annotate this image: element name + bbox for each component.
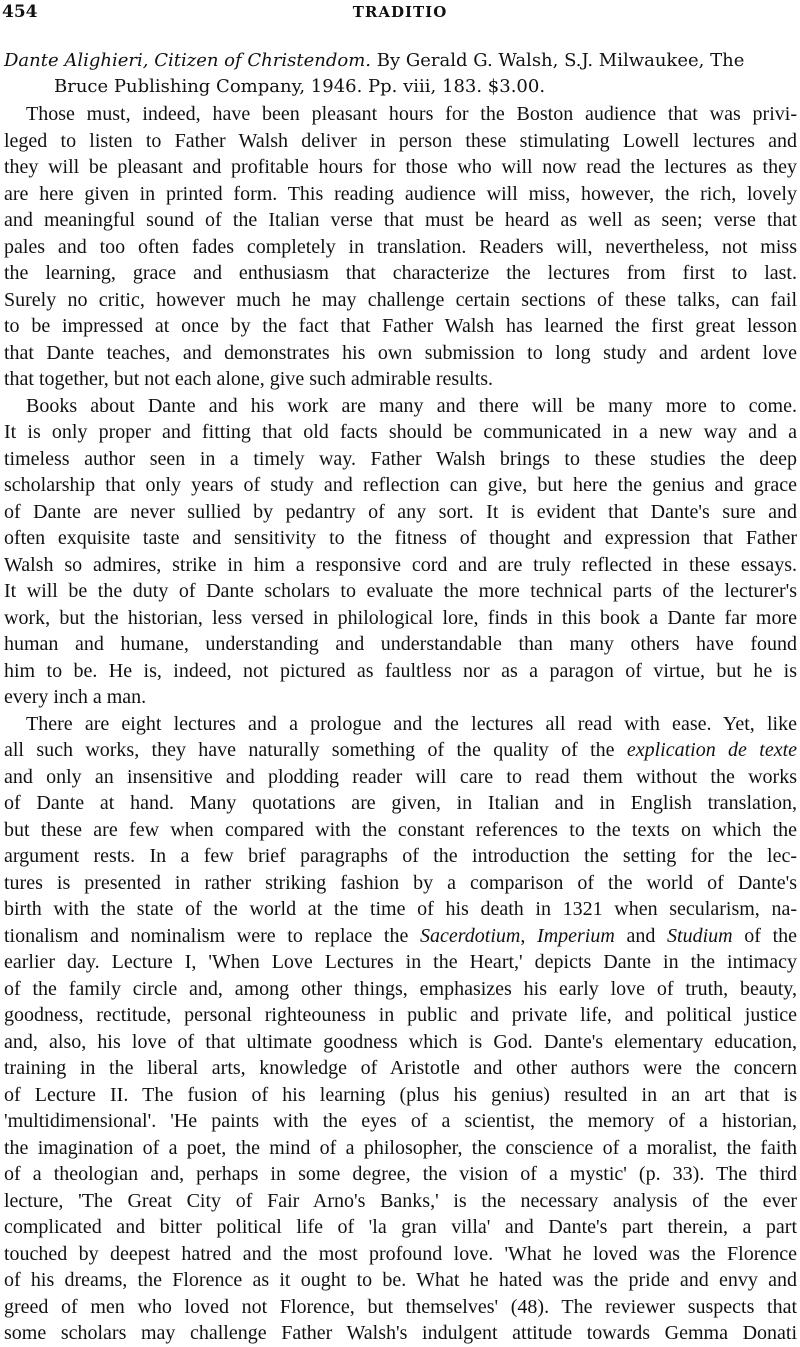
- text-line: Books about Dante and his work are many and there will be many more to come.: [26, 394, 797, 417]
- text-line: that together, but not each alone, give such admirable results.: [4, 368, 494, 390]
- text-line: are here given in printed form. This reading audience will miss, however, the rich, lovely: [4, 182, 797, 205]
- text-line: every inch a man.: [4, 686, 147, 708]
- text-line: but these are few when compared with the constant references to the texts on which the: [4, 818, 797, 841]
- text-line: often exquisite taste and sensitivity to the fitness of thought and expression that Father: [4, 527, 797, 549]
- text-line: him to be. He is, indeed, not pictured as faultless nor as a paragon of virtue, but he is: [4, 659, 797, 682]
- text-line: Those must, indeed, have been pleasant hours for the Boston audience that was privi-: [26, 103, 797, 125]
- text-line: argument rests. In a few brief paragraphs of the introduction the setting for the lec-: [4, 845, 797, 867]
- text-line: of Dante are never sullied by pedantry of any sort. It is evident that Dante's sure and: [4, 500, 797, 523]
- text-line: and, also, his love of that ultimate goodness which is God. Dante's elementary education,: [4, 1030, 797, 1053]
- text-line: the imagination of a poet, the mind of a philosopher, the conscience of a moralist, the faith: [4, 1136, 797, 1159]
- text-line: all such works, they have naturally something of the quality of the explication de texte: [4, 739, 797, 761]
- text-line: It is only proper and fitting that old facts should be communicated in a new way and a: [4, 421, 797, 443]
- page-number: 454: [2, 2, 38, 22]
- book-title: Dante Alighieri, Citizen of Christendom.: [4, 50, 371, 71]
- text-line: It will be the duty of Dante scholars to evaluate the more technical parts of the lecturer's: [4, 580, 797, 602]
- text-line: tures is presented in rather striking fashion by a comparison of the world of Dante's: [4, 871, 797, 894]
- text-line: training in the liberal arts, knowledge of Aristotle and other authors were the concern: [4, 1057, 797, 1079]
- running-head: TRADITIO: [352, 3, 448, 21]
- text-line: to be impressed at once by the fact that Father Walsh has learned the first great lesson: [4, 315, 797, 337]
- text-line: work, but the historian, less versed in philological lore, finds in this book a Dante far more: [4, 606, 797, 629]
- text-line: greed of men who loved not Florence, but themselves' (48). The reviewer suspects that: [4, 1295, 797, 1318]
- text-line: Walsh so admires, strike in him a responsive cord and are truly reflected in these essays.: [4, 553, 797, 576]
- text-line: that Dante teaches, and demonstrates his own submission to long study and ardent love: [4, 341, 797, 364]
- text-line: of his dreams, the Florence as it ought to be. What he hated was the pride and envy and: [4, 1269, 797, 1291]
- citation-line: Bruce Publishing Company, 1946. Pp. viii, 183. $3.00.: [54, 76, 546, 97]
- text-line: Surely no critic, however much he may challenge certain sections of these talks, can fail: [4, 288, 797, 311]
- text-line: There are eight lectures and a prologue and the lectures all read with ease. Yet, like: [26, 712, 797, 735]
- text-line: lecture, 'The Great City of Fair Arno's Banks,' is the necessary analysis of the ever: [4, 1189, 797, 1212]
- text-line: pales and too often fades completely in translation. Readers will, nevertheless, not miss: [4, 235, 797, 258]
- text-line: and only an insensitive and plodding reader will care to read them without the works: [4, 765, 797, 788]
- page-header: [0, 0, 800, 26]
- text-line: earlier day. Lecture I, 'When Love Lectures in the Heart,' depicts Dante in the intimacy: [4, 951, 797, 973]
- text-line: scholarship that only years of study and reflection can give, but here the genius and grace: [4, 474, 797, 496]
- text-line: and meaningful sound of the Italian verse that must be heard as well as seen; verse that: [4, 209, 797, 231]
- text-line: of the family circle and, among other things, emphasizes his early love of truth, beauty,: [4, 977, 797, 1000]
- text-line: of Dante at hand. Many quotations are given, in Italian and in English translation,: [4, 792, 797, 814]
- text-line: leged to listen to Father Walsh deliver in person these stimulating Lowell lectures and: [4, 129, 797, 152]
- text-line: touched by deepest hatred and the most profound love. 'What he loved was the Florence: [4, 1242, 797, 1265]
- text-line: timeless author seen in a timely way. Father Walsh brings to these studies the deep: [4, 447, 797, 470]
- text-line: of Lecture II. The fusion of his learning (plus his genius) resulted in an art that is: [4, 1083, 797, 1106]
- citation-line: [4, 48, 796, 74]
- text-line: of a theologian and, perhaps in some degree, the vision of a mystic' (p. 33). The third: [4, 1163, 797, 1185]
- citation-author-publisher: By Gerald G. Walsh, S.J. Milwaukee, The: [371, 50, 745, 71]
- text-line: 'multidimensional'. 'He paints with the eyes of a scientist, the memory of a historian,: [4, 1110, 797, 1132]
- book-citation: [4, 48, 796, 100]
- text-line: the learning, grace and enthusiasm that characterize the lectures from first to last.: [4, 262, 797, 284]
- text-line: birth with the state of the world at the time of his death in 1321 when secularism, na-: [4, 898, 797, 920]
- text-line: they will be pleasant and profitable hours for those who will now read the lectures as they: [4, 156, 797, 178]
- text-line: some scholars may challenge Father Walsh's indulgent attitude towards Gemma Donati: [4, 1322, 797, 1344]
- text-line: human and humane, understanding and understandable than many others have found: [4, 633, 797, 655]
- text-line: complicated and bitter political life of 'la gran villa' and Dante's part therein, a part: [4, 1216, 797, 1238]
- text-line: goodness, rectitude, personal righteouness in public and private life, and political justice: [4, 1004, 797, 1026]
- text-line: tionalism and nominalism were to replace the Sacerdotium, Imperium and Studium of the: [4, 924, 797, 947]
